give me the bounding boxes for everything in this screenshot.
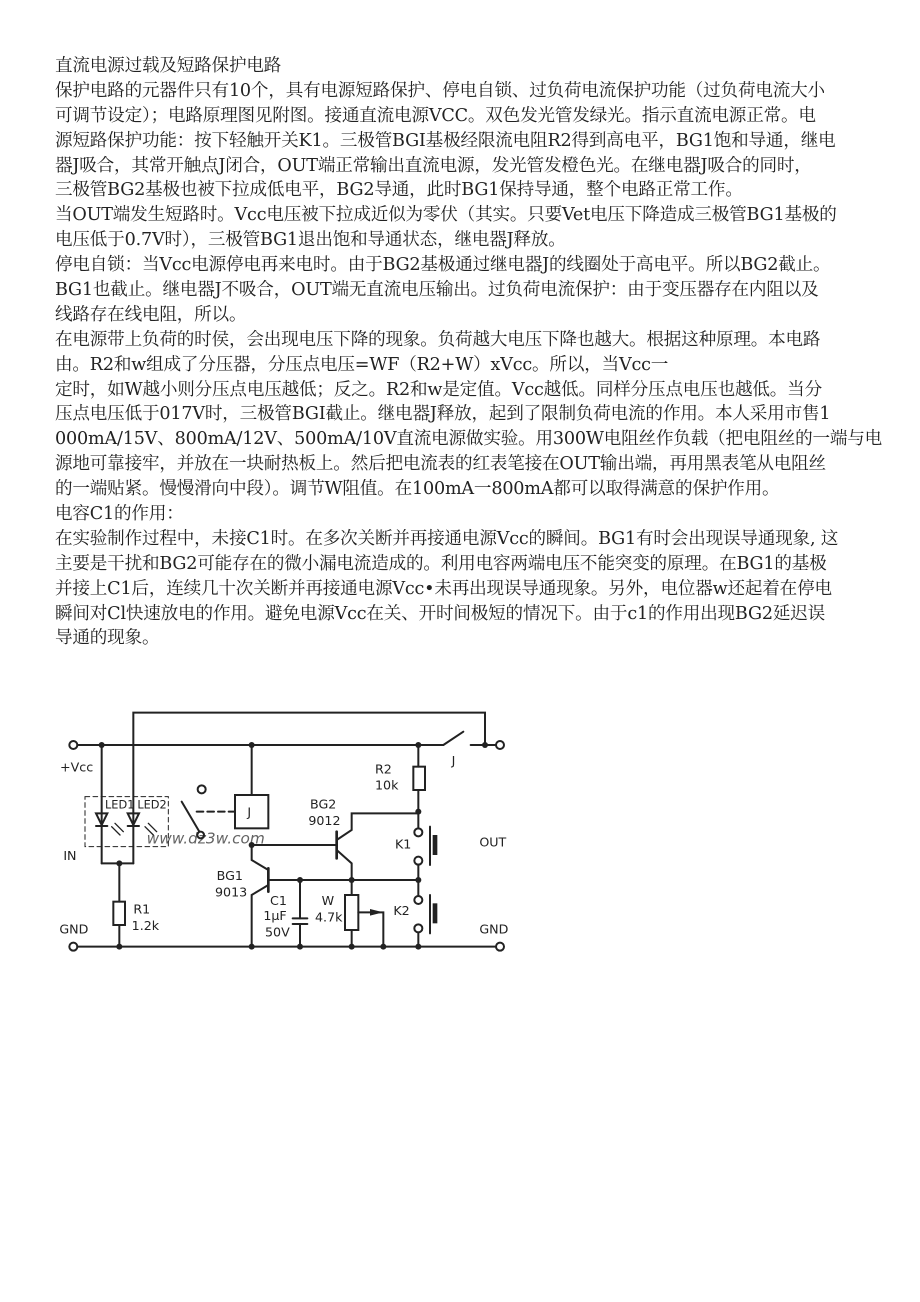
paragraph-line: 源短路保护功能：按下轻触开关K1。三极管BGI基极经限流电阻R2得到高电平，BG1饱和导通，继电 <box>55 130 836 151</box>
gnd-terminal-right <box>496 943 504 951</box>
label-gnd-right: GND <box>479 921 509 937</box>
watermark: www.dz3w.com <box>146 829 265 848</box>
label-relay: J <box>247 804 252 820</box>
paragraph-line: 电压低于0.7V时），三极管BG1退出饱和导通状态，继电器J释放。 <box>55 230 566 251</box>
label-bg1: BG1 <box>216 868 243 883</box>
document-body <box>55 54 883 651</box>
label-vcc: +Vcc <box>60 759 94 775</box>
relay-coil <box>235 795 268 828</box>
label-k2: K2 <box>393 903 410 918</box>
paragraph-line: 电容C1的作用： <box>55 504 184 525</box>
label-k1: K1 <box>395 836 412 852</box>
paragraph-line: 停电自锁：当Vcc电源停电再来电时。由于BG2基极通过继电器J的线圈处于高电平。所以BG2截止。 <box>55 255 831 276</box>
paragraph-line: 的一端贴紧。慢慢滑向中段）。调节W阻值。在100mA一800mA都可以取得满意的保护作用。 <box>55 479 780 500</box>
gnd-terminal-left <box>69 943 77 951</box>
paragraph-line: 源地可靠接牢，并放在一块耐热板上。然后把电流表的红表笔接在OUT输出端，再用黑表笔从电阻丝 <box>55 454 826 475</box>
label-bg2: BG2 <box>310 796 337 812</box>
paragraph-line: BG1也截止。继电器J不吸合，OUT端无直流电压输出。过负荷电流保护：由于变压器存在内阻以及 <box>55 280 819 301</box>
label-gnd-left: GND <box>59 921 89 937</box>
k1-switch <box>414 828 422 836</box>
paragraph-line: 000mA/15V、800mA/12V、500mA/10V直流电源做实验。用300W电阻丝作负载（把电阻丝的一端与电 <box>55 429 883 450</box>
label-bg1-model: 9013 <box>215 884 248 900</box>
label-led2: LED2 <box>137 797 167 812</box>
label-relay-contact: J <box>451 753 456 768</box>
k2-switch <box>414 896 422 904</box>
r1-resistor <box>113 902 125 925</box>
paragraph-lines <box>55 79 883 651</box>
label-led1: LED1 <box>105 797 135 812</box>
paragraph-line: 主要是干扰和BG2可能存在的微小漏电流造成的。利用电容两端电压不能突变的原理。在BG1的基极 <box>55 553 827 574</box>
label-c1-value: 1μF <box>263 908 287 923</box>
label-c1: C1 <box>270 893 287 908</box>
paragraph-line: 导通的现象。 <box>55 628 160 649</box>
document-title: 直流电源过载及短路保护电路 <box>55 56 282 76</box>
label-r2-value: 10k <box>375 777 399 793</box>
paragraph-line: 并接上C1后，连续几十次关断并再接通电源Vcc•未再出现误导通现象。另外，电位器w还起着在停电 <box>55 578 832 599</box>
paragraph-line: 当OUT端发生短路时。Vcc电压被下拉成近似为零伏（其实。只要Vet电压下降造成三极管BG1基极的 <box>55 205 837 226</box>
paragraph-line: 保护电路的元器件只有10个，具有电源短路保护、停电自锁、过负荷电流保护功能（过负荷电流大小 <box>55 80 825 101</box>
paragraph-line: 三极管BG2基极也被下拉成低电平，BG2导通，此时BG1保持导通，整个电路正常工作。 <box>55 180 743 201</box>
label-c1-voltage: 50V <box>265 924 290 940</box>
label-w-value: 4.7k <box>315 909 343 925</box>
paragraph-line: 压点电压低于017V时，三极管BGI截止。继电器J释放，起到了限制负荷电流的作用。本人采用市售1 <box>55 404 831 425</box>
label-r1: R1 <box>133 901 151 917</box>
paragraph-line: 器J吸合，其常开触点J闭合，OUT端正常输出直流电源，发光管发橙色光。在继电器J吸合的同时， <box>55 155 812 176</box>
r2-resistor <box>413 767 425 790</box>
paragraph-line: 瞬间对Cl快速放电的作用。避免电源Vcc在关、开时间极短的情况下。由于c1的作用出现BG2延迟误 <box>55 603 826 624</box>
label-r2: R2 <box>375 761 392 777</box>
label-in: IN <box>63 848 77 863</box>
label-w: W <box>321 893 335 908</box>
label-out: OUT <box>479 834 507 850</box>
paragraph-line: 定时，如W越小则分压点电压越低；反之。R2和w是定值。Vcc越低。同样分压点电压也越低。当分 <box>55 379 822 400</box>
paragraph-line: 由。R2和w组成了分压器，分压点电压=WF（R2+W）xVcc。所以，当Vcc一 <box>55 354 669 375</box>
paragraph-line: 线路存在线电阻，所以。 <box>55 304 247 325</box>
label-r1-value: 1.2k <box>131 918 160 933</box>
w-potentiometer <box>345 895 358 930</box>
circuit-diagram <box>50 700 520 960</box>
relay-contact-terminal <box>198 785 206 793</box>
label-bg2-model: 9012 <box>308 813 341 828</box>
circuit-schematic <box>50 700 520 960</box>
paragraph-line: 在电源带上负荷的时侯，会出现电压下降的现象。负荷越大电压下降也越大。根据这种原理。本电路 <box>55 329 821 350</box>
vcc-terminal <box>69 741 77 749</box>
relay-contact-switch <box>443 732 463 745</box>
out-terminal <box>496 741 504 749</box>
paragraph-line: 可调节设定）；电路原理图见附图。接通直流电源VCC。双色发光管发绿光。指示直流电源正常。电 <box>55 105 816 126</box>
paragraph-line: 在实验制作过程中，未接C1时。在多次关断并再接通电源Vcc的瞬间。BG1有时会出现误导通现象, 这 <box>55 528 839 549</box>
